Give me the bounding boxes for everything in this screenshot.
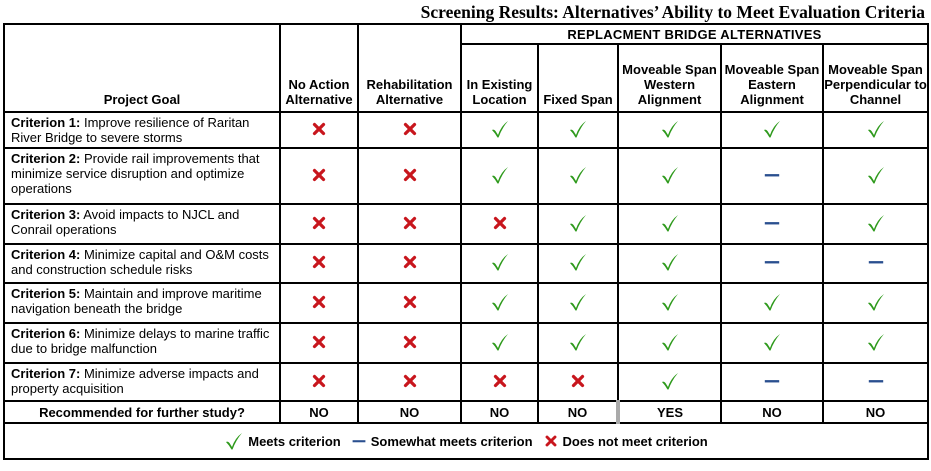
x-icon (401, 333, 419, 351)
criterion-label: Criterion 2: (11, 151, 81, 166)
mark-cell (280, 204, 358, 244)
criterion-text: Provide rail improvements that minimize service disruption and optimize operations (11, 151, 260, 196)
legend-label: Somewhat meets criterion (370, 433, 533, 449)
mark-cell (280, 283, 358, 323)
header-eastern-alignment: Moveable Span Eastern Alignment (721, 44, 823, 112)
dash-icon (351, 433, 367, 449)
mark-cell (618, 283, 721, 323)
criterion-label: Criterion 1: (11, 115, 81, 130)
criterion-cell (4, 283, 280, 323)
mark-cell (721, 244, 823, 283)
header-rehabilitation: Rehabilitation Alternative (358, 24, 461, 112)
check-icon (660, 213, 680, 233)
mark-cell (358, 323, 461, 363)
header-existing-location: In Existing Location (461, 44, 538, 112)
check-icon (762, 119, 782, 139)
legend-item-not-meet (543, 433, 708, 449)
mark-cell (280, 112, 358, 148)
mark-cell (618, 148, 721, 204)
x-icon (310, 293, 328, 311)
check-icon (568, 252, 588, 272)
criterion-cell (4, 244, 280, 283)
dash-icon (763, 214, 781, 232)
criterion-label: Criterion 5: (11, 286, 81, 301)
check-icon (660, 292, 680, 312)
legend-item-meets (224, 431, 340, 451)
table-title: Screening Results: Alternatives’ Ability to Meet Evaluation Criteria (420, 2, 925, 22)
check-icon (568, 213, 588, 233)
check-icon (660, 119, 680, 139)
mark-cell (280, 323, 358, 363)
check-icon (866, 119, 886, 139)
criterion-text: Avoid impacts to NJCL and Conrail operations (11, 207, 240, 237)
mark-cell (823, 363, 928, 401)
check-icon (866, 332, 886, 352)
legend (4, 423, 928, 459)
x-icon (401, 120, 419, 138)
criterion-row (4, 148, 928, 204)
recommended-value: YES (618, 401, 721, 423)
criterion-cell (4, 204, 280, 244)
x-icon (543, 433, 559, 449)
x-icon (310, 120, 328, 138)
legend-row (4, 423, 928, 459)
mark-cell (823, 204, 928, 244)
recommended-value: NO (280, 401, 358, 423)
check-icon (762, 292, 782, 312)
mark-cell (538, 204, 618, 244)
mark-cell (358, 112, 461, 148)
x-icon (310, 253, 328, 271)
mark-cell (618, 204, 721, 244)
check-icon (660, 371, 680, 391)
header-no-action: No Action Alternative (280, 24, 358, 112)
recommended-value: NO (721, 401, 823, 423)
x-icon (491, 372, 509, 390)
x-icon (491, 214, 509, 232)
check-icon (224, 431, 244, 451)
legend-label: Does not meet criterion (562, 433, 708, 449)
check-icon (490, 165, 510, 185)
mark-cell (721, 283, 823, 323)
criterion-label: Criterion 3: (11, 207, 81, 222)
check-icon (490, 292, 510, 312)
mark-cell (618, 244, 721, 283)
recommended-label: Recommended for further study? (4, 401, 280, 423)
mark-cell (461, 112, 538, 148)
dash-icon (867, 372, 885, 390)
mark-cell (538, 323, 618, 363)
criterion-cell (4, 112, 280, 148)
recommended-row (4, 401, 928, 423)
criterion-text: Improve resilience of Raritan River Bridge to severe storms (11, 115, 250, 145)
check-icon (490, 252, 510, 272)
mark-cell (721, 148, 823, 204)
criterion-row (4, 283, 928, 323)
check-icon (568, 119, 588, 139)
mark-cell (823, 112, 928, 148)
x-icon (401, 253, 419, 271)
header-perpendicular: Moveable Span Perpendicular to Channel (823, 44, 928, 112)
mark-cell (280, 363, 358, 401)
criterion-row (4, 204, 928, 244)
criterion-label: Criterion 4: (11, 247, 81, 262)
mark-cell (823, 323, 928, 363)
header-project-goal: Project Goal (4, 24, 280, 112)
mark-cell (721, 363, 823, 401)
mark-cell (358, 283, 461, 323)
mark-cell (538, 363, 618, 401)
mark-cell (461, 244, 538, 283)
check-icon (660, 332, 680, 352)
dash-icon (763, 253, 781, 271)
check-icon (490, 332, 510, 352)
x-icon (401, 214, 419, 232)
mark-cell (538, 244, 618, 283)
legend-label: Meets criterion (248, 433, 341, 449)
criterion-text: Minimize adverse impacts and property acquisition (11, 366, 259, 396)
criterion-row (4, 363, 928, 401)
criterion-label: Criterion 6: (11, 326, 81, 341)
mark-cell (461, 363, 538, 401)
dash-icon (867, 253, 885, 271)
mark-cell (721, 204, 823, 244)
header-replacement-group: REPLACMENT BRIDGE ALTERNATIVES (461, 24, 928, 44)
mark-cell (280, 148, 358, 204)
mark-cell (823, 148, 928, 204)
mark-cell (358, 148, 461, 204)
check-icon (490, 119, 510, 139)
x-icon (401, 166, 419, 184)
check-icon (866, 165, 886, 185)
legend-item-somewhat (351, 433, 533, 449)
mark-cell (823, 244, 928, 283)
check-icon (568, 165, 588, 185)
mark-cell (538, 283, 618, 323)
mark-cell (618, 112, 721, 148)
mark-cell (461, 323, 538, 363)
check-icon (866, 292, 886, 312)
mark-cell (358, 244, 461, 283)
recommended-value: NO (358, 401, 461, 423)
mark-cell (280, 244, 358, 283)
x-icon (401, 372, 419, 390)
header-fixed-span: Fixed Span (538, 44, 618, 112)
x-icon (310, 214, 328, 232)
mark-cell (358, 204, 461, 244)
criterion-label: Criterion 7: (11, 366, 81, 381)
mark-cell (721, 112, 823, 148)
check-icon (568, 332, 588, 352)
dash-icon (763, 166, 781, 184)
mark-cell (461, 204, 538, 244)
mark-cell (538, 112, 618, 148)
criterion-row (4, 244, 928, 283)
recommended-value: NO (461, 401, 538, 423)
criterion-cell (4, 323, 280, 363)
mark-cell (823, 283, 928, 323)
criterion-text: Minimize capital and O&M costs and construction schedule risks (11, 247, 269, 277)
mark-cell (461, 148, 538, 204)
recommended-value: NO (538, 401, 618, 423)
dash-icon (763, 372, 781, 390)
criterion-cell (4, 148, 280, 204)
mark-cell (618, 323, 721, 363)
mark-cell (721, 323, 823, 363)
x-icon (310, 333, 328, 351)
x-icon (310, 372, 328, 390)
recommended-value: NO (823, 401, 928, 423)
criterion-row (4, 323, 928, 363)
criterion-text: Maintain and improve maritime navigation beneath the bridge (11, 286, 262, 316)
mark-cell (618, 363, 721, 401)
x-icon (310, 166, 328, 184)
check-icon (762, 332, 782, 352)
screening-results-table (3, 23, 929, 460)
criterion-cell (4, 363, 280, 401)
header-western-alignment: Moveable Span Western Alignment (618, 44, 721, 112)
mark-cell (538, 148, 618, 204)
criterion-row (4, 112, 928, 148)
mark-cell (461, 283, 538, 323)
x-icon (569, 372, 587, 390)
check-icon (568, 292, 588, 312)
check-icon (660, 165, 680, 185)
check-icon (866, 213, 886, 233)
criterion-text: Minimize delays to marine traffic due to bridge malfunction (11, 326, 270, 356)
x-icon (401, 293, 419, 311)
mark-cell (358, 363, 461, 401)
check-icon (660, 252, 680, 272)
